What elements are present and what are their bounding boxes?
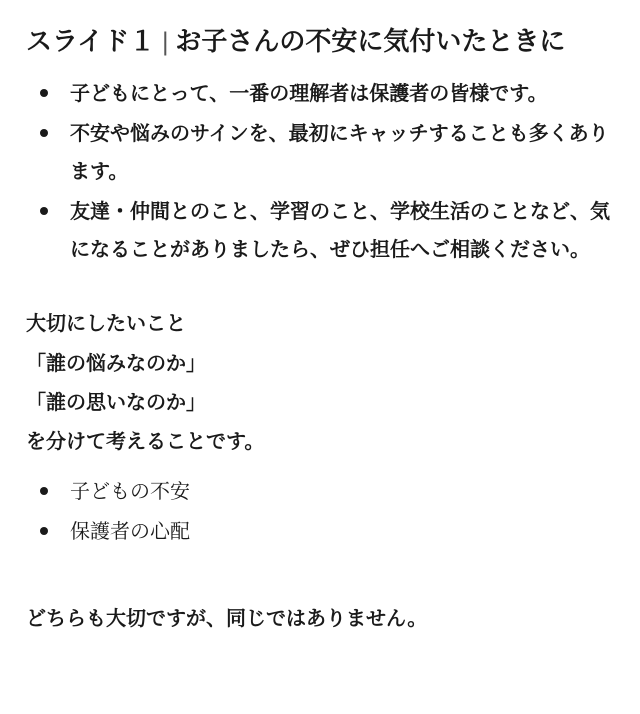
quote-block (26, 344, 626, 461)
bullet-item: 友達・仲間とのこと、学習のこと、学校生活のことなど、気になることがありましたら、ぜひ担任へご相談ください。 (26, 192, 626, 268)
section-heading: 大切にしたいこと (26, 311, 186, 335)
bullet-item: 不安や悩みのサインを、最初にキャッチすることも多くあります。 (26, 114, 626, 190)
quote-line: を分けて考えることです。 (26, 429, 265, 453)
slide-title-sub: お子さんの不安に気付いたときに (175, 27, 566, 57)
bullet-item: 保護者の心配 (26, 511, 626, 551)
secondary-bullet-list (26, 471, 626, 551)
slide-content (26, 22, 626, 633)
bullet-item: 子どもにとって、一番の理解者は保護者の皆様です。 (26, 74, 626, 112)
slide-title (26, 22, 626, 62)
slide-title-main: スライド１ (26, 27, 156, 57)
quote-line: 「誰の思いなのか」 (26, 390, 206, 414)
title-separator: | (161, 28, 170, 56)
bullet-item: 子どもの不安 (26, 471, 626, 511)
quote-line: 「誰の悩みなのか」 (26, 351, 206, 375)
closing-statement: どちらも大切ですが、同じではありません。 (26, 606, 428, 630)
primary-bullet-list (26, 74, 626, 268)
